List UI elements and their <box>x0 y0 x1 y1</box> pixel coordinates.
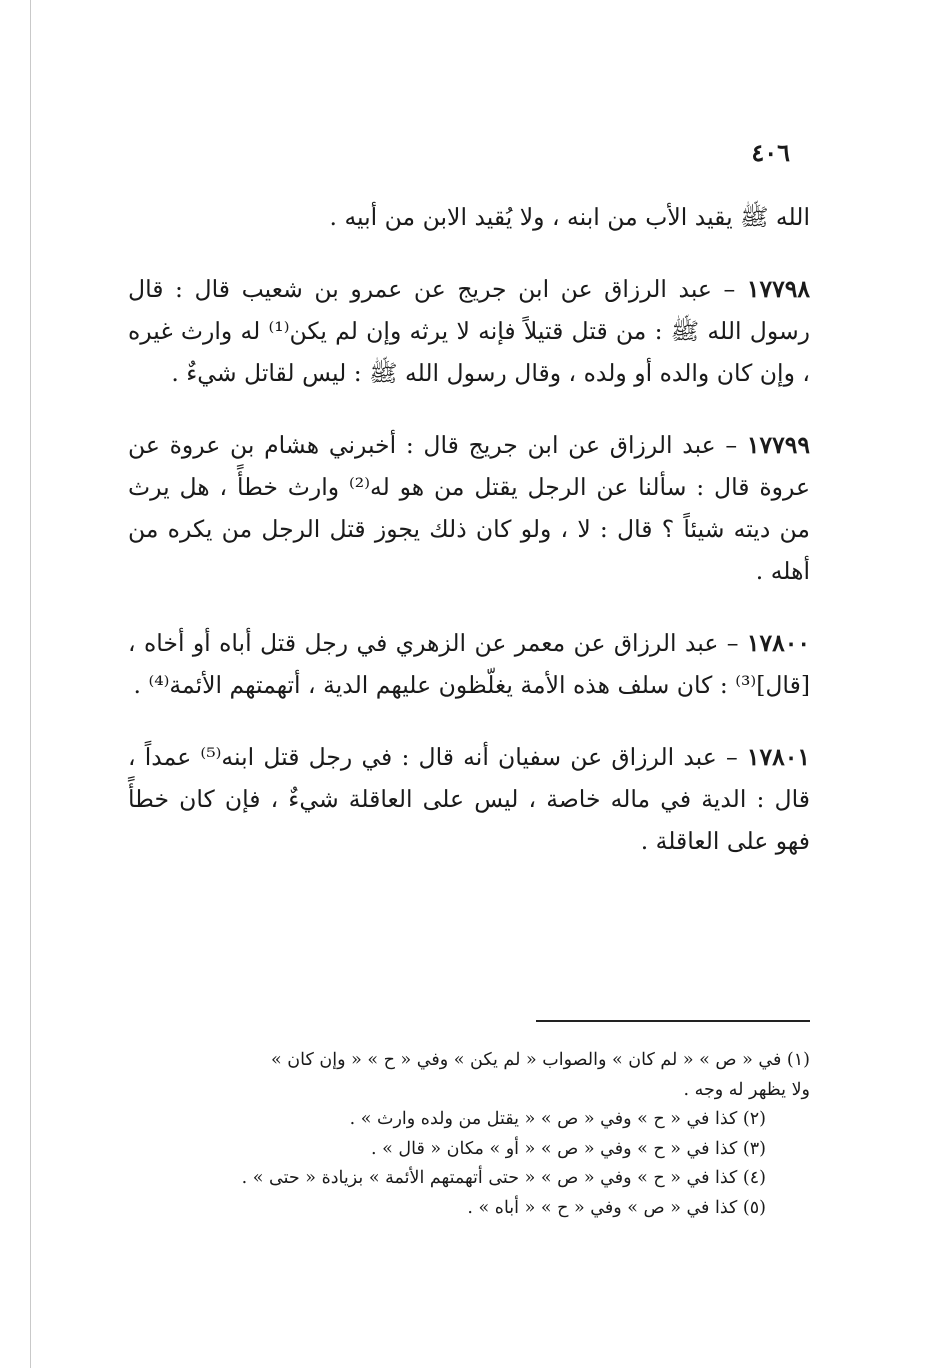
footnote-text: (٣) كذا في « ح » وفي « ص » « أو » مكان « قال » . <box>371 1138 766 1159</box>
hadith-number: ١٧٧٩٨ <box>746 275 810 303</box>
hadith-number: ١٧٨٠٠ <box>746 629 810 657</box>
footnote-text: (٥) كذا في « ص » وفي « ح » « أباه » . <box>467 1197 766 1218</box>
scan-edge-line <box>30 0 31 1368</box>
footnote-text: (١) في « ص » « لم كان » والصواب « لم يكن » وفي « ح » « وإن كان » <box>271 1050 810 1070</box>
footnote-1 <box>128 1046 810 1076</box>
paragraph-text: الله ﷺ يقيد الأب من ابنه ، ولا يُقيد الابن من أبيه . <box>329 203 810 231</box>
footnote-text: ولا يظهر له وجه . <box>683 1079 810 1100</box>
hadith-number: ١٧٧٩٩ <box>746 431 810 459</box>
paragraph-continuation <box>128 196 810 238</box>
footnote-text: (٤) كذا في « ح » وفي « ص » « حتى أتهمتهم الأئمة » بزيادة « حتى » . <box>241 1168 766 1188</box>
paragraph-text: – عبد الرزاق عن سفيان أنه قال : في رجل قتل ابنه⁽⁵⁾ عمداً ، قال : الدية في ماله خاصة ، ليس على العاقلة شيءٌ ، فإن كان خطأً فهو على العاقلة . <box>128 743 810 855</box>
footnote-4 <box>128 1164 810 1194</box>
footnote-3 <box>128 1135 810 1165</box>
hadith-paragraph-17800 <box>128 622 810 706</box>
footnote-5 <box>128 1194 810 1224</box>
paragraph-text: – عبد الرزاق عن معمر عن الزهري في رجل قتل أباه أو أخاه ، [قال]⁽³⁾ : كان سلف هذه الأمة يغلّظون عليهم الدية ، أتهمتهم الأئمة⁽⁴⁾ . <box>128 629 810 699</box>
footnote-divider <box>536 1020 810 1022</box>
hadith-paragraph-17799 <box>128 424 810 592</box>
page-number: ٤٠٦ <box>751 138 790 167</box>
hadith-number: ١٧٨٠١ <box>746 743 810 771</box>
main-text <box>128 196 810 862</box>
paragraph-text: – عبد الرزاق عن ابن جريج عن عمرو بن شعيب قال : قال رسول الله ﷺ : من قتل قتيلاً فإنه لا يرثه وإن لم يكن⁽¹⁾ له وارث غيره ، وإن كان والده أو ولده ، وقال رسول الله ﷺ : ليس لقاتل شيءٌ . <box>128 275 811 387</box>
hadith-paragraph-17801 <box>128 736 810 862</box>
paragraph-text: – عبد الرزاق عن ابن جريج قال : أخبرني هشام بن عروة عن عروة قال : سألنا عن الرجل يقتل من هو له⁽²⁾ وارث خطأً ، هل يرث من ديته شيئاً ؟ قال : لا ، ولو كان ذلك يجوز قتل الرجل من يكره من أهله . <box>128 431 810 585</box>
footnote-2 <box>128 1105 810 1135</box>
footnotes <box>128 1046 810 1223</box>
footnote-1-continuation <box>128 1076 810 1106</box>
footnote-text: (٢) كذا في « ح » وفي « ص » « يقتل من ولده وارث » . <box>349 1109 766 1129</box>
hadith-paragraph-17798 <box>128 268 810 394</box>
book-page <box>128 0 810 1368</box>
